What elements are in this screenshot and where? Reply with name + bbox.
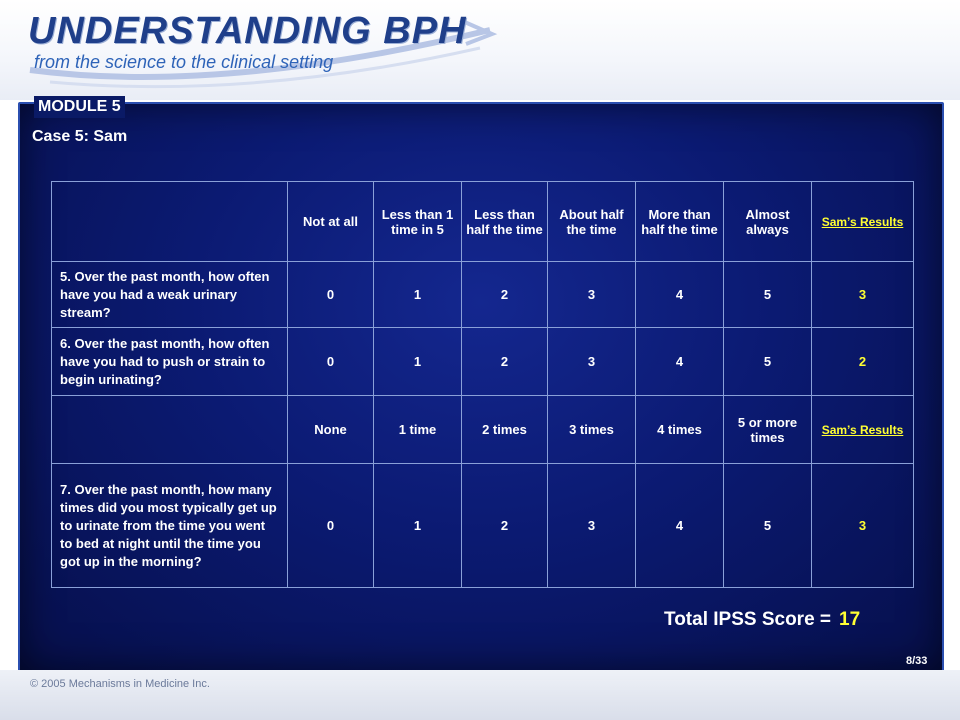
column-header: 3 times [548,396,636,464]
score-cell: 4 [636,328,724,396]
score-cell: 5 [724,464,812,588]
table-row [52,262,914,328]
score-cell: 3 [548,464,636,588]
column-header: 2 times [462,396,548,464]
results-header-cell [812,182,914,262]
table-header-row [52,396,914,464]
score-cell: 0 [288,262,374,328]
score-cell: 5 [724,262,812,328]
column-header: Less than 1 time in 5 [374,182,462,262]
question-cell: 6. Over the past month, how often have you had to push or strain to begin urinating? [52,328,288,396]
column-header: 5 or more times [724,396,812,464]
header-empty-cell [52,182,288,262]
header-empty-cell [52,396,288,464]
module-label: MODULE 5 [34,96,125,118]
question-cell: 7. Over the past month, how many times did you most typically get up to urinate from the time you went to bed at night until the time you got up in the morning? [52,464,288,588]
score-cell: 4 [636,262,724,328]
score-cell: 0 [288,464,374,588]
table-header-row [52,182,914,262]
score-cell: 1 [374,328,462,396]
total-score-label: Total IPSS Score = [664,609,832,630]
sams-results-link[interactable]: Sam’s Results [821,422,904,437]
score-cell: 3 [548,328,636,396]
result-cell: 2 [812,328,914,396]
column-header: Not at all [288,182,374,262]
score-cell: 2 [462,464,548,588]
header-banner [0,0,960,100]
app-title: UNDERSTANDING BPH [28,10,467,52]
score-cell: 4 [636,464,724,588]
score-cell: 5 [724,328,812,396]
column-header: Less than half the time [462,182,548,262]
result-cell: 3 [812,464,914,588]
column-header: None [288,396,374,464]
table-row [52,464,914,588]
ipss-table [51,181,914,588]
column-header: About half the time [548,182,636,262]
question-cell: 5. Over the past month, how often have you had a weak urinary stream? [52,262,288,328]
score-cell: 2 [462,262,548,328]
result-cell: 3 [812,262,914,328]
total-score-value: 17 [839,609,861,630]
table-row [52,328,914,396]
case-title: Case 5: Sam [32,128,128,145]
results-header-cell [812,396,914,464]
score-cell: 2 [462,328,548,396]
column-header: More than half the time [636,182,724,262]
sams-results-link[interactable]: Sam’s Results [821,214,904,229]
score-cell: 1 [374,464,462,588]
column-header: 1 time [374,396,462,464]
score-cell: 1 [374,262,462,328]
page-number: 8/33 [906,655,928,667]
column-header: Almost always [724,182,812,262]
app-subtitle: from the science to the clinical setting [34,52,334,72]
total-score [664,609,860,631]
score-cell: 0 [288,328,374,396]
copyright-text: © 2005 Mechanisms in Medicine Inc. [30,678,210,690]
column-header: 4 times [636,396,724,464]
score-cell: 3 [548,262,636,328]
